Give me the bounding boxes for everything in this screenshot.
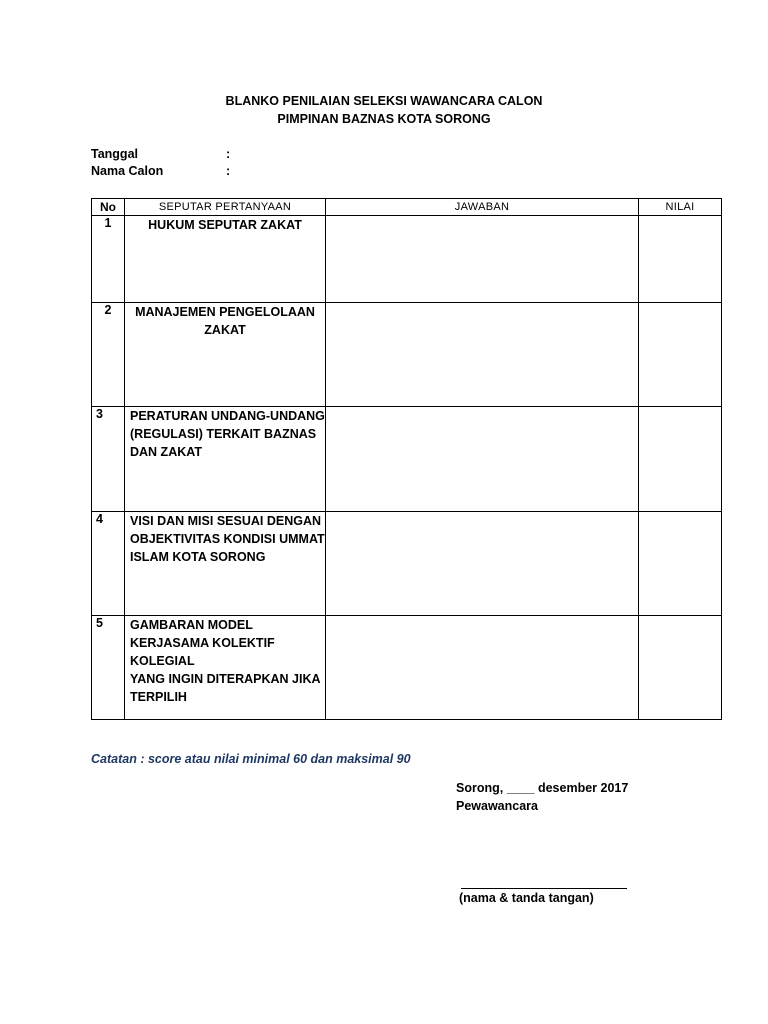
table-row xyxy=(92,407,722,512)
table-row xyxy=(92,216,722,303)
signature-caption: (nama & tanda tangan) xyxy=(459,891,594,905)
question-line: VISI DAN MISI SESUAI DENGAN xyxy=(130,514,321,528)
question-line: TERPILIH xyxy=(130,690,187,704)
header-answer: JAWABAN xyxy=(326,199,639,216)
question-line: PERATURAN UNDANG-UNDANG xyxy=(130,409,325,423)
table-row xyxy=(92,512,722,616)
question-line: YANG INGIN DITERAPKAN JIKA xyxy=(130,672,321,686)
header-score: NILAI xyxy=(639,199,722,216)
answer-cell[interactable] xyxy=(326,216,639,303)
field-colon-nama-calon: : xyxy=(226,164,231,178)
place-date: Sorong, ____ desember 2017 xyxy=(456,781,629,795)
row-number: 5 xyxy=(92,616,125,720)
question-cell xyxy=(125,616,326,720)
question-line: ISLAM KOTA SORONG xyxy=(130,550,266,564)
header-no: No xyxy=(92,199,125,216)
answer-cell[interactable] xyxy=(326,407,639,512)
question-cell xyxy=(125,303,326,407)
question-line: KERJASAMA KOLEKTIF KOLEGIAL xyxy=(130,636,275,668)
form-title-line-2: PIMPINAN BAZNAS KOTA SORONG xyxy=(277,112,491,126)
signature-line xyxy=(461,878,627,889)
question-line: OBJEKTIVITAS KONDISI UMMAT xyxy=(130,532,325,546)
score-cell[interactable] xyxy=(639,216,722,303)
answer-cell[interactable] xyxy=(326,512,639,616)
table-row xyxy=(92,303,722,407)
question-line: ZAKAT xyxy=(204,323,246,337)
question-line: DAN ZAKAT xyxy=(130,445,202,459)
score-cell[interactable] xyxy=(639,407,722,512)
field-label-nama-calon: Nama Calon xyxy=(91,164,164,178)
field-colon-tanggal: : xyxy=(226,147,231,161)
score-cell[interactable] xyxy=(639,303,722,407)
interviewer-role: Pewawancara xyxy=(456,799,538,813)
question-line: GAMBARAN MODEL xyxy=(130,618,253,632)
form-title-line-1: BLANKO PENILAIAN SELEKSI WAWANCARA CALON xyxy=(225,94,543,108)
question-line: MANAJEMEN PENGELOLAAN xyxy=(135,305,315,319)
answer-cell[interactable] xyxy=(326,303,639,407)
row-number: 2 xyxy=(92,303,125,407)
answer-cell[interactable] xyxy=(326,616,639,720)
question-cell xyxy=(125,407,326,512)
assessment-table xyxy=(91,198,722,720)
table-row xyxy=(92,616,722,720)
score-cell[interactable] xyxy=(639,616,722,720)
question-cell xyxy=(125,512,326,616)
question-cell xyxy=(125,216,326,303)
row-number: 1 xyxy=(92,216,125,303)
row-number: 4 xyxy=(92,512,125,616)
field-label-tanggal: Tanggal xyxy=(91,147,138,161)
question-line: HUKUM SEPUTAR ZAKAT xyxy=(148,218,302,232)
row-number: 3 xyxy=(92,407,125,512)
score-note: Catatan : score atau nilai minimal 60 dan maksimal 90 xyxy=(91,752,411,766)
header-question: SEPUTAR PERTANYAAN xyxy=(125,199,326,216)
score-cell[interactable] xyxy=(639,512,722,616)
table-header-row xyxy=(92,199,722,216)
question-line: (REGULASI) TERKAIT BAZNAS xyxy=(130,427,317,441)
